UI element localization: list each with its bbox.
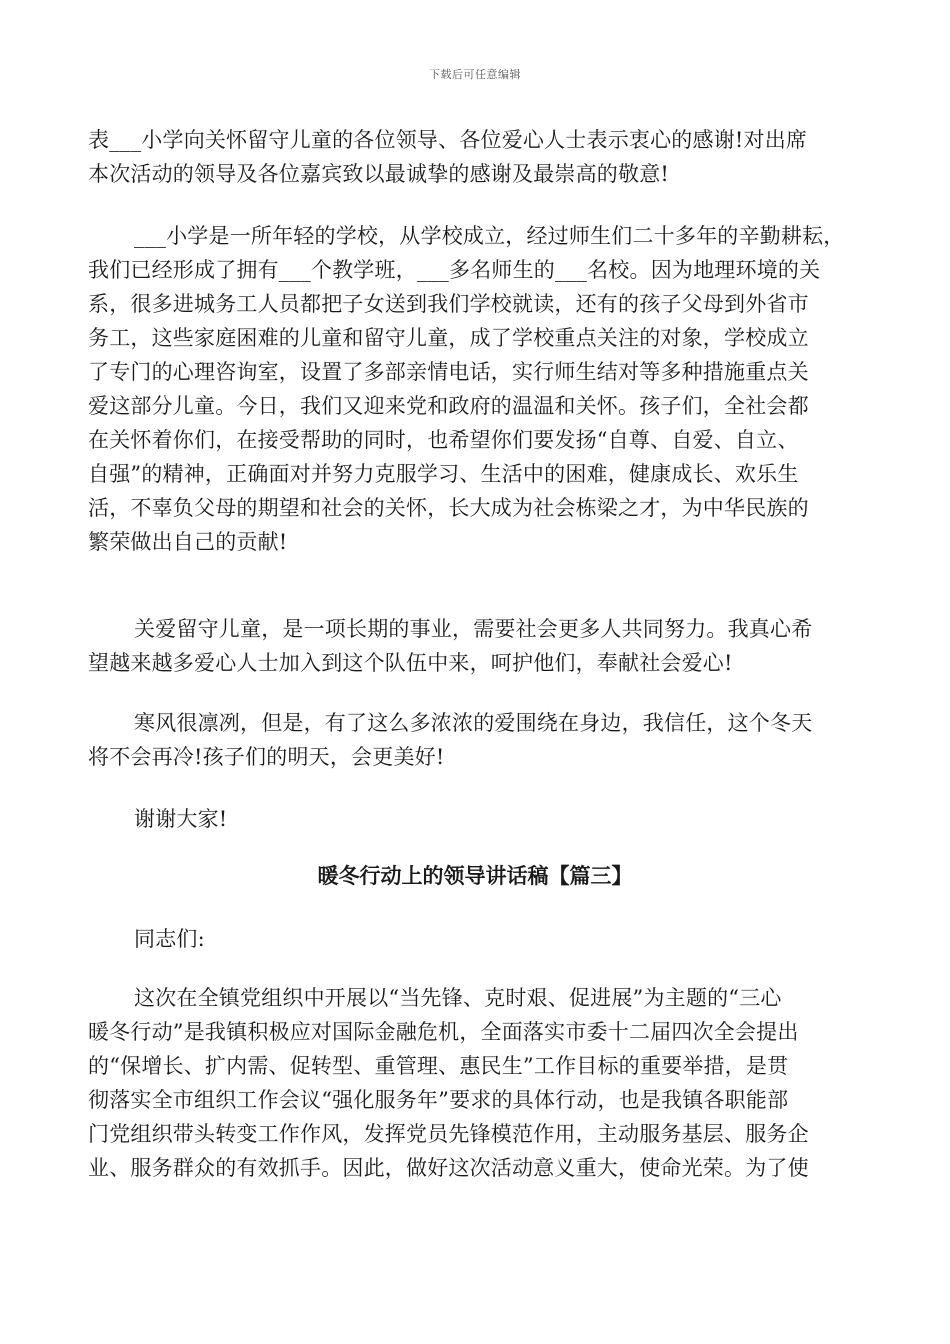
text-line: 将不会再冷!孩子们的明天，会更美好!	[88, 745, 445, 769]
text-line: 暖冬行动”是我镇积极应对国际金融危机，全面落实市委十二届四次全会提出	[88, 1020, 799, 1044]
text-line: 望越来越多爱心人士加入到这个队伍中来，呵护他们，奉献社会爱心!	[88, 651, 733, 675]
text-line: 我们已经形成了拥有___个教学班，___多名师生的___名校。因为地理环境的关	[88, 258, 821, 282]
text-line: 表___小学向关怀留守儿童的各位领导、各位爱心人士表示衷心的感谢!对出席	[88, 128, 808, 152]
section-title: 暖冬行动上的领导讲话稿【篇三】	[317, 864, 633, 888]
text-line: 业、服务群众的有效抓手。因此，做好这次活动意义重大，使命光荣。为了使	[88, 1156, 809, 1180]
text-line: 的“保增长、扩内需、促转型、重管理、惠民生”工作目标的重要举措，是贯	[88, 1054, 789, 1078]
text-line: 寒风很凛冽，但是，有了这么多浓浓的爱围绕在身边，我信任，这个冬天	[134, 711, 813, 735]
watermark-header: 下载后可任意编辑	[429, 68, 521, 81]
text-line: 务工，这些家庭困难的儿童和留守儿童，成了学校重点关注的对象，学校成立	[88, 326, 809, 350]
text-line: 门党组织带头转变工作作风，发挥党员先锋模范作用，主动服务基层、服务企	[88, 1122, 809, 1146]
text-line: 了专门的心理咨询室，设置了多部亲情电话，实行师生结对等多种措施重点关	[88, 360, 809, 384]
text-line: 活，不辜负父母的期望和社会的关怀，长大成为社会栋梁之才，为中华民族的	[88, 496, 809, 520]
text-line: 爱这部分儿童。今日，我们又迎来党和政府的温温和关怀。孩子们，全社会都	[88, 394, 809, 418]
text-line: 在关怀着你们，在接受帮助的同时，也希望你们要发扬“自尊、自爱、自立、	[88, 428, 799, 452]
text-line: 这次在全镇党组织中开展以“当先锋、克时艰、促进展”为主题的“三心	[134, 986, 782, 1010]
text-line: ___小学是一所年轻的学校，从学校成立，经过师生们二十多年的辛勤耕耘，	[134, 224, 845, 248]
text-line: 同志们:	[134, 927, 205, 951]
text-line: 系，很多进城务工人员都把子女送到我们学校就读，还有的孩子父母到外省市	[88, 292, 809, 316]
text-line: 自强”的精神，正确面对并努力克服学习、生活中的困难，健康成长、欢乐生	[88, 462, 799, 486]
text-line: 繁荣做出自己的贡献!	[88, 530, 288, 554]
text-line: 本次活动的领导及各位嘉宾致以最诚挚的感谢及最崇高的敬意!	[88, 162, 670, 186]
text-line: 谢谢大家!	[134, 807, 228, 831]
text-line: 关爱留守儿童，是一项长期的事业，需要社会更多人共同努力。我真心希	[134, 617, 813, 641]
text-line: 彻落实全市组织工作会议“强化服务年”要求的具体行动，也是我镇各职能部	[88, 1088, 789, 1112]
